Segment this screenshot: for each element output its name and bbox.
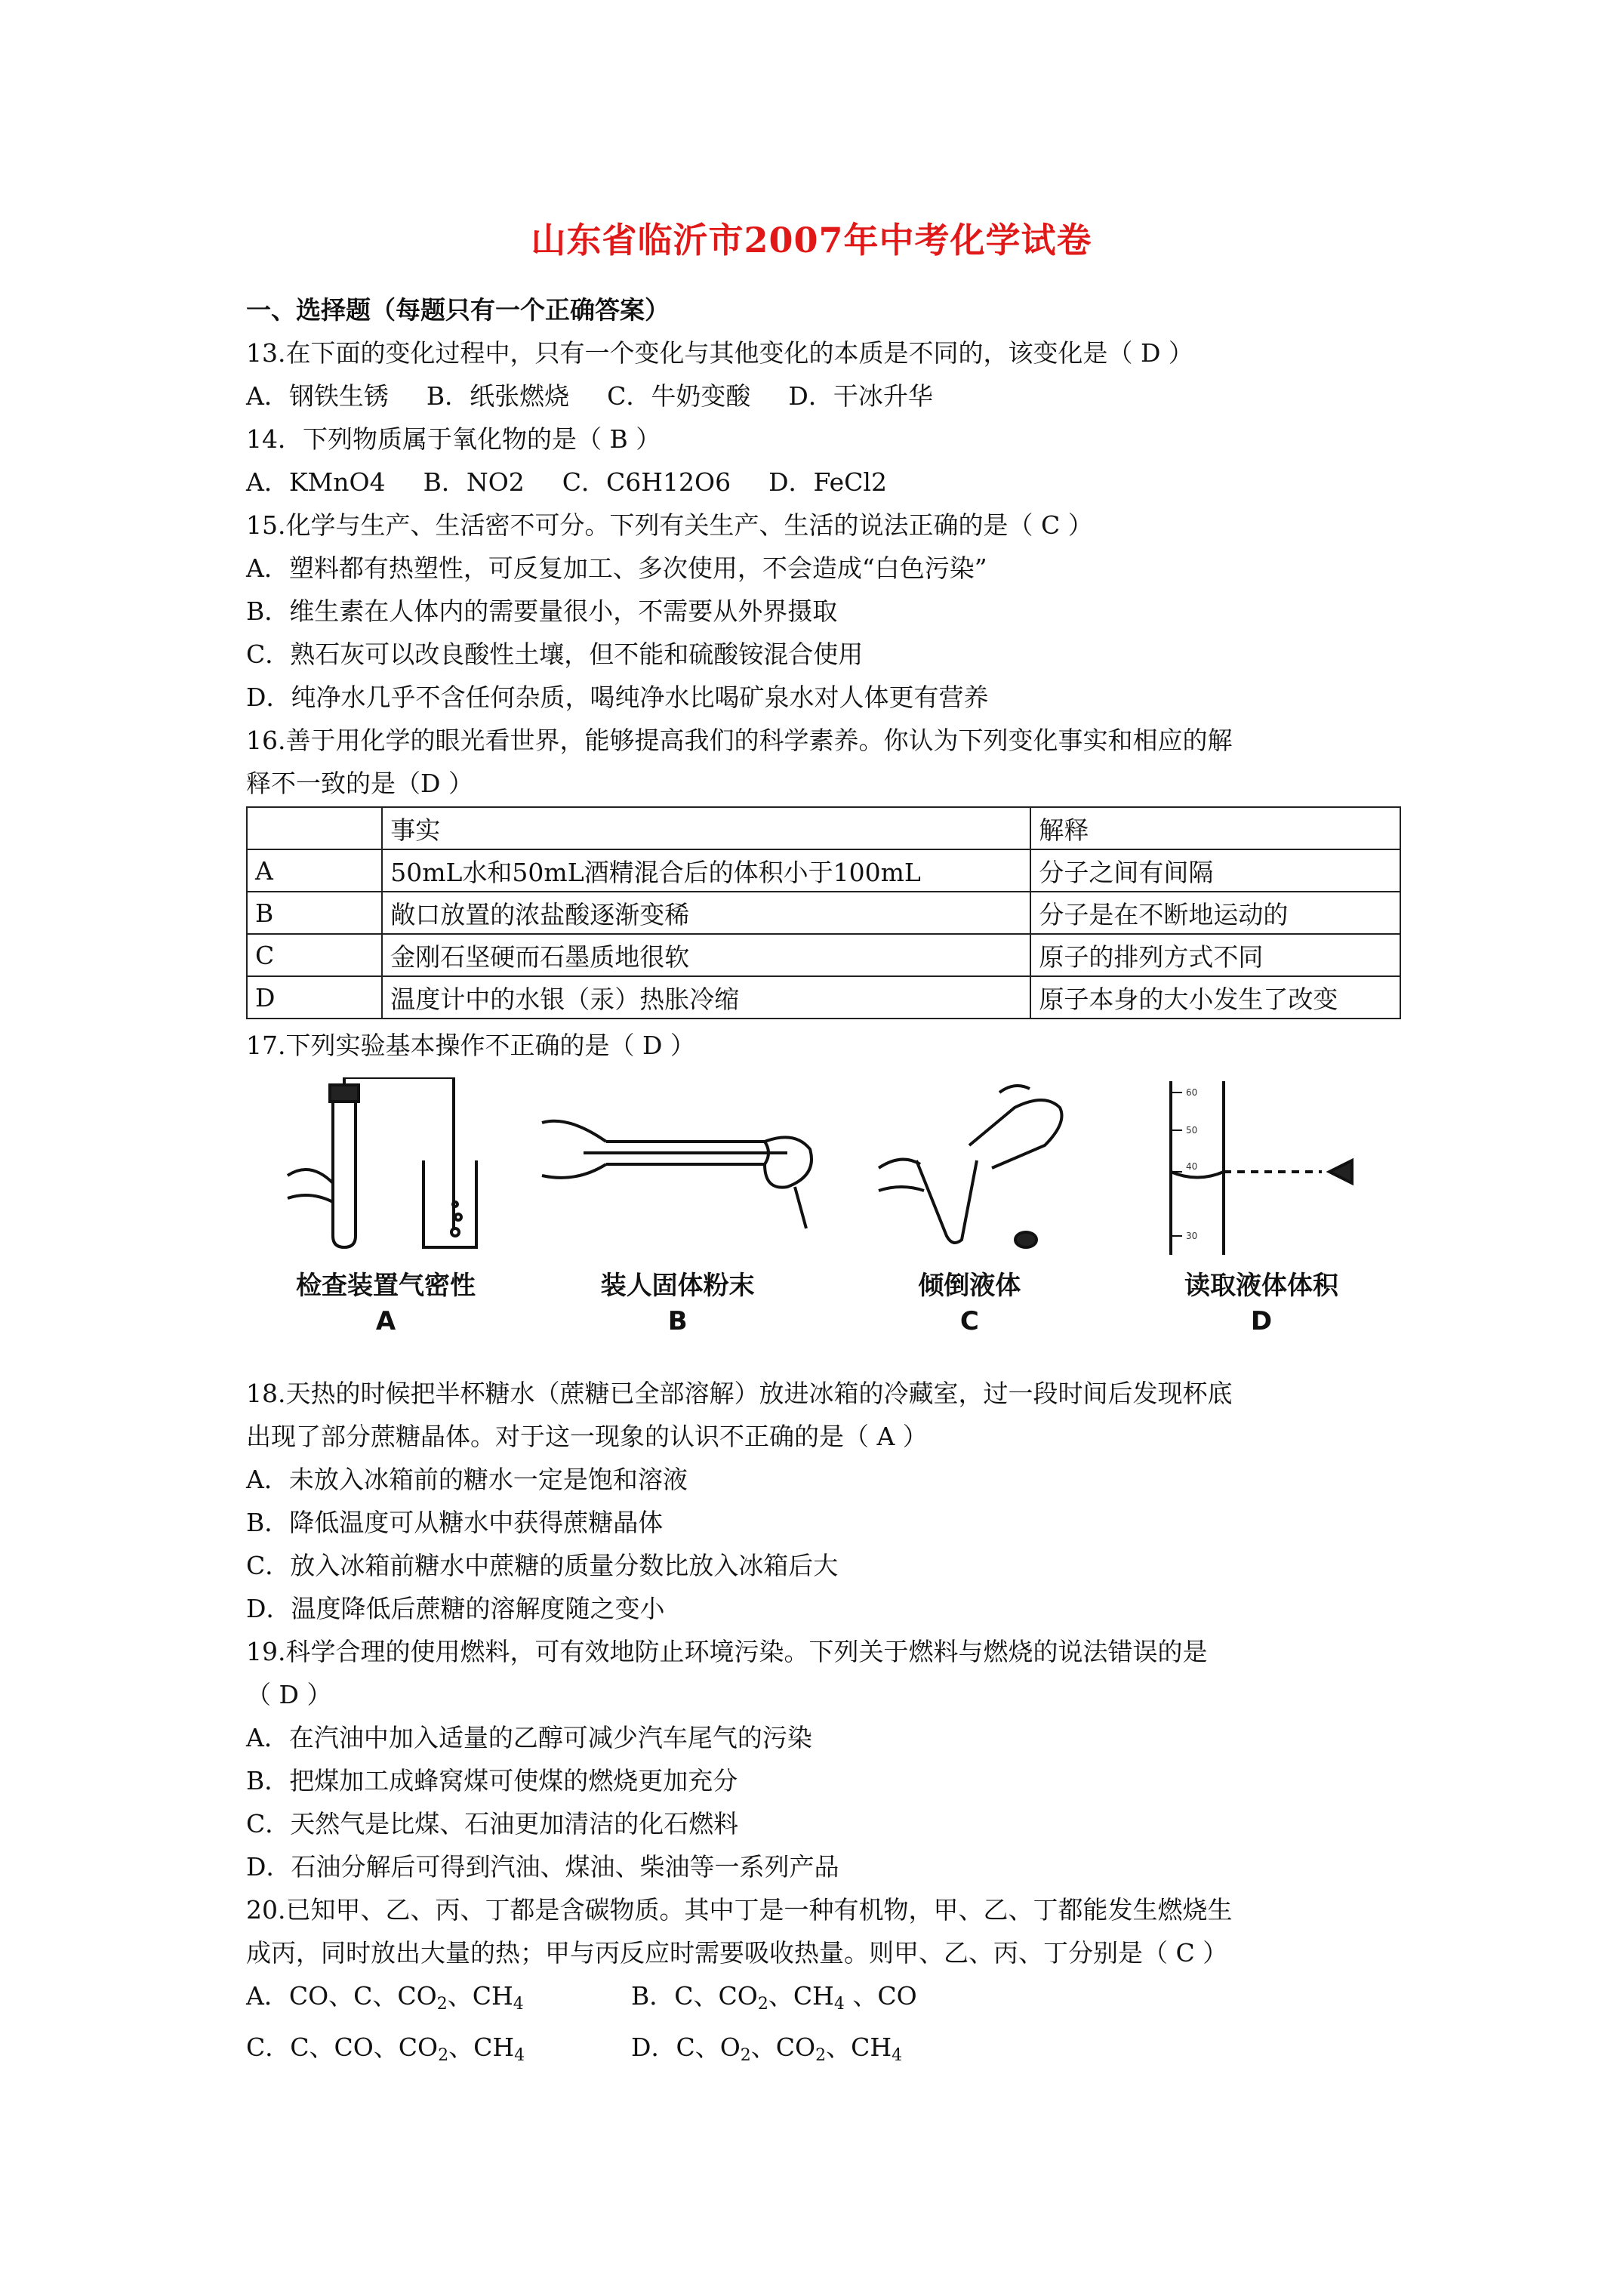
table-cell: D	[247, 976, 382, 1019]
graduated-cylinder-reading-illustration	[1148, 1077, 1375, 1259]
figure-d	[1122, 1077, 1401, 1372]
option-a: A．钢铁生锈	[246, 381, 389, 411]
table-cell: 原子的排列方式不同	[1030, 934, 1400, 976]
question-17-stem: 17.下列实验基本操作不正确的是（ D ）	[246, 1031, 695, 1060]
question-15-option-b: B．维生素在人体内的需要量很小，不需要从外界摄取	[246, 596, 838, 626]
question-14-stem: 14．下列物质属于氧化物的是（ B ）	[246, 424, 661, 454]
question-18-stem-line2: 出现了部分蔗糖晶体。对于这一现象的认识不正确的是（ A ）	[246, 1422, 928, 1451]
option-d: D．干冰升华	[788, 381, 933, 411]
cylinder-tick-label: 60	[1185, 1087, 1198, 1098]
question-18-option-a: A．未放入冰箱前的糖水一定是饱和溶液	[246, 1465, 688, 1494]
option-d: D．FeCl2	[768, 467, 887, 497]
table-row	[247, 934, 1400, 976]
question-13-stem: 13.在下面的变化过程中，只有一个变化与其他变化的本质是不同的，该变化是（ D ）	[246, 338, 1193, 368]
question-18-option-c: C．放入冰箱前糖水中蔗糖的质量分数比放入冰箱后大	[246, 1551, 839, 1580]
table-header-row	[247, 807, 1400, 849]
table-cell: 敞口放置的浓盐酸逐渐变稀	[382, 892, 1030, 934]
option-a: A．KMnO4	[246, 467, 386, 497]
question-19-option-c: C．天然气是比煤、石油更加清洁的化石燃料	[246, 1809, 739, 1838]
cylinder-tick-label: 50	[1185, 1125, 1198, 1136]
question-19-option-a: A．在汽油中加入适量的乙醇可减少汽车尾气的污染	[246, 1723, 812, 1752]
table-cell: 金刚石坚硬而石墨质地很软	[382, 934, 1030, 976]
page-title: 山东省临沂市2007年中考化学试卷	[531, 220, 1092, 260]
cylinder-tick-label: 40	[1185, 1161, 1198, 1172]
figure-letter: D	[1250, 1306, 1273, 1336]
option-c: C．C6H12O6	[562, 467, 731, 497]
option-b: B．C、$CO_2$、$CH_4$ 、CO	[631, 1981, 917, 2014]
solid-powder-loading-illustration	[538, 1077, 825, 1259]
question-20-stem-line2: 成丙，同时放出大量的热；甲与丙反应时需要吸收热量。则甲、乙、丙、丁分别是（ C ）	[246, 1938, 1228, 1968]
option-b: B．NO2	[423, 467, 525, 497]
table-header-cell: 解释	[1030, 807, 1400, 849]
figure-caption: 读取液体体积	[1184, 1271, 1338, 1301]
table-row	[247, 849, 1400, 892]
question-18-stem-line1: 18.天热的时候把半杯糖水（蔗糖已全部溶解）放进冰箱的冷藏室，过一段时间后发现杯底	[246, 1379, 1233, 1408]
table-cell: 50mL水和50mL酒精混合后的体积小于100mL	[382, 849, 1030, 892]
question-18-option-b: B．降低温度可从糖水中获得蔗糖晶体	[246, 1508, 664, 1537]
table-header-cell	[247, 807, 382, 849]
question-15-stem: 15.化学与生产、生活密不可分。下列有关生产、生活的说法正确的是（ C ）	[246, 510, 1093, 540]
table-cell: 温度计中的水银（汞）热胀冷缩	[382, 976, 1030, 1019]
question-16-stem-line2: 释不一致的是（D ）	[246, 769, 473, 798]
question-20-options-row1	[246, 1974, 1401, 2026]
option-b: B．纸张燃烧	[426, 381, 570, 411]
facts-table	[246, 806, 1401, 1019]
table-cell: 原子本身的大小发生了改变	[1030, 976, 1400, 1019]
table-cell: C	[247, 934, 382, 976]
table-cell: 分子之间有间隔	[1030, 849, 1400, 892]
exam-content	[246, 288, 1401, 2077]
table-header-cell: 事实	[382, 807, 1030, 849]
cylinder-tick-label: 30	[1185, 1231, 1198, 1241]
question-15-option-a: A．塑料都有热塑性，可反复加工、多次使用，不会造成“白色污染”	[246, 553, 987, 583]
question-16-stem-line1: 16.善于用化学的眼光看世界，能够提高我们的科学素养。你认为下列变化事实和相应的解	[246, 726, 1233, 755]
figure-b	[538, 1077, 818, 1372]
question-19-option-b: B．把煤加工成蜂窝煤可使煤的燃烧更加充分	[246, 1766, 738, 1795]
question-20-options-row2	[246, 2026, 1401, 2077]
table-row	[247, 892, 1400, 934]
table-cell: A	[247, 849, 382, 892]
table-cell: 分子是在不断地运动的	[1030, 892, 1400, 934]
question-19-stem-line1: 19.科学合理的使用燃料，可有效地防止环境污染。下列关于燃料与燃烧的说法错误的是	[246, 1637, 1208, 1666]
airtightness-check-illustration	[280, 1077, 491, 1259]
figure-caption: 检查装置气密性	[296, 1271, 476, 1301]
question-14-options	[246, 461, 1401, 504]
option-d: D．C、$O_2$、$CO_2$、$CH_4$	[631, 2032, 903, 2065]
figure-letter: C	[959, 1306, 979, 1336]
question-18-option-d: D．温度降低后蔗糖的溶解度随之变小	[246, 1594, 665, 1623]
question-19-stem-line2: （ D ）	[246, 1680, 332, 1709]
question-15-option-d: D．纯净水几乎不含任何杂质，喝纯净水比喝矿泉水对人体更有营养	[246, 683, 989, 712]
section-heading: 一、选择题（每题只有一个正确答案）	[246, 295, 670, 325]
question-19-option-d: D．石油分解后可得到汽油、煤油、柴油等一系列产品	[246, 1852, 839, 1881]
table-cell: B	[247, 892, 382, 934]
liquid-pouring-illustration	[864, 1077, 1075, 1259]
figure-caption: 倾倒液体	[918, 1271, 1021, 1301]
experiment-figures	[246, 1077, 1401, 1372]
option-a: A．CO、C、$CO_2$、$CH_4$	[246, 1981, 524, 2014]
question-13-options	[246, 374, 1401, 418]
table-row	[247, 976, 1400, 1019]
figure-caption: 装人固体粉末	[600, 1271, 755, 1301]
question-15-option-c: C．熟石灰可以改良酸性土壤，但不能和硫酸铵混合使用	[246, 639, 864, 669]
figure-a	[246, 1077, 525, 1372]
option-c: C．C、CO、$CO_2$、$CH_4$	[246, 2032, 525, 2065]
option-c: C．牛奶变酸	[607, 381, 751, 411]
figure-c	[830, 1077, 1109, 1372]
figure-letter: A	[375, 1306, 396, 1336]
figure-letter: B	[667, 1306, 688, 1336]
question-20-stem-line1: 20.已知甲、乙、丙、丁都是含碳物质。其中丁是一种有机物，甲、乙、丁都能发生燃烧生	[246, 1895, 1233, 1925]
